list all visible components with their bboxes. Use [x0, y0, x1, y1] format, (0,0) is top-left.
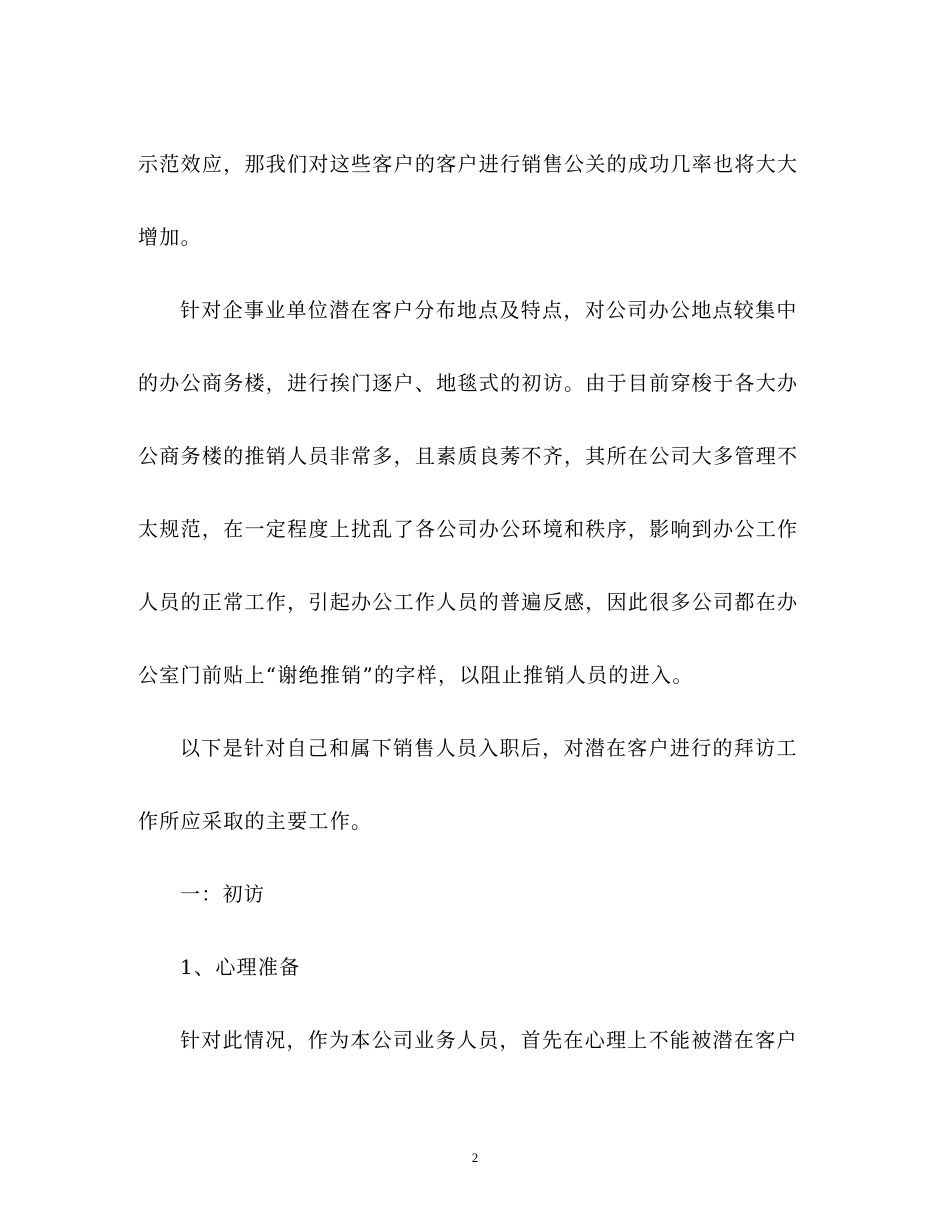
text-line: 以下是针对自己和属下销售人员入职后，对潜在客户进行的拜访工 — [180, 736, 798, 760]
text-line: 人员的正常工作，引起办公工作人员的普遍反感，因此很多公司都在办 — [138, 590, 799, 614]
body-text — [138, 128, 818, 1077]
text-line: 公商务楼的推销人员非常多，且素质良莠不齐，其所在公司大多管理不 — [138, 444, 799, 468]
text-line: 公室门前贴上“谢绝推销”的字样，以阻止推销人员的进入。 — [138, 663, 694, 687]
section-heading: 一：初访 — [180, 882, 266, 906]
subsection-heading: 1、心理准备 — [180, 955, 301, 979]
page-number: 2 — [471, 1150, 479, 1165]
text-line: 的办公商务楼，进行挨门逐户、地毯式的初访。由于目前穿梭于各大办 — [138, 371, 799, 395]
text-line: 示范效应，那我们对这些客户的客户进行销售公关的成功几率也将大大 — [138, 152, 799, 176]
text-line: 增加。 — [138, 225, 202, 249]
text-line: 太规范，在一定程度上扰乱了各公司办公环境和秩序，影响到办公工作 — [138, 517, 799, 541]
text-line: 作所应采取的主要工作。 — [138, 809, 373, 833]
text-line: 针对企事业单位潜在客户分布地点及特点，对公司办公地点较集中 — [180, 298, 798, 322]
text-line: 针对此情况，作为本公司业务人员，首先在心理上不能被潜在客户 — [180, 1028, 798, 1052]
